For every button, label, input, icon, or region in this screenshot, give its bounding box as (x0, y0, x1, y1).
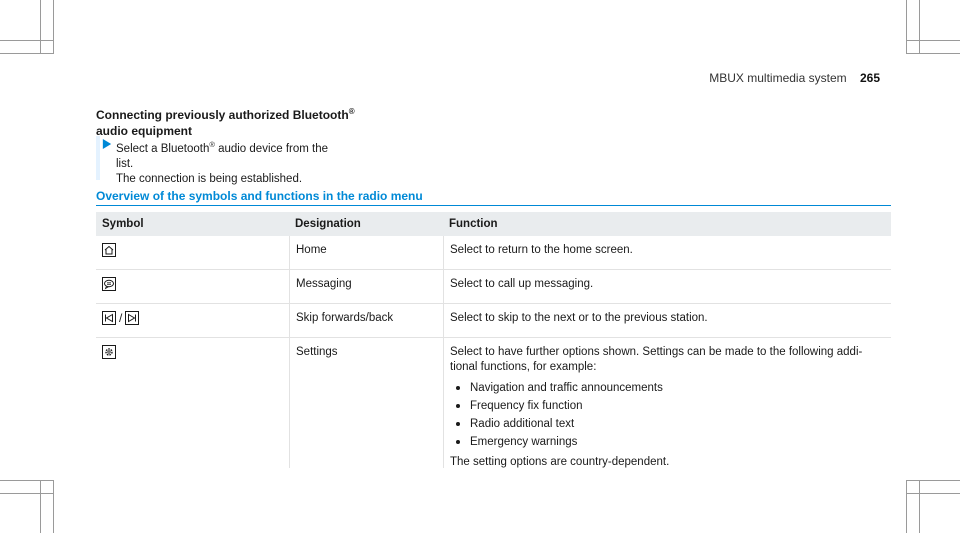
step-marker-bar (96, 136, 100, 180)
step-instruction (116, 137, 376, 187)
crop-mark (906, 493, 960, 494)
skip-back-forward-icon (102, 311, 139, 325)
symbol-cell (96, 270, 289, 303)
function-cell: Select to return to the home screen. (443, 236, 891, 269)
bullet-icon (456, 404, 460, 408)
overview-title: Overview of the symbols and functions in the radio menu (96, 189, 423, 203)
function-cell (443, 338, 891, 468)
section-title (96, 104, 355, 139)
function-cell: Select to call up messaging. (443, 270, 891, 303)
crop-mark (0, 53, 54, 54)
crop-mark (40, 480, 41, 533)
message-icon (102, 277, 116, 291)
bullet-icon (456, 422, 460, 426)
table-row (96, 270, 891, 304)
crop-mark (0, 493, 54, 494)
page-number: 265 (859, 71, 880, 85)
list-item (450, 397, 891, 415)
step-text-line2: list. (116, 157, 134, 170)
crop-mark (906, 40, 960, 41)
column-header-symbol: Symbol (102, 218, 144, 230)
list-item (450, 379, 891, 397)
symbol-cell (96, 304, 289, 337)
skip-forward-icon (125, 311, 139, 325)
step-arrow-icon (102, 138, 112, 150)
step-text-part1: Select a Bluetooth (116, 142, 210, 155)
home-icon (102, 243, 116, 257)
running-title: MBUX multimedia system (709, 71, 847, 85)
crop-mark (906, 480, 960, 481)
crop-mark (906, 0, 907, 54)
bullet-list (450, 379, 891, 451)
step-result: The connection is being established. (116, 172, 303, 185)
table-row (96, 236, 891, 270)
column-header-function: Function (449, 218, 498, 230)
table-row (96, 304, 891, 338)
crop-mark (906, 53, 960, 54)
page-header (709, 71, 880, 85)
list-item (450, 415, 891, 433)
step-text-part2: audio device from the (214, 142, 329, 155)
icon-separator: / (119, 310, 123, 325)
table-header (96, 212, 891, 236)
skip-back-icon (102, 311, 116, 325)
crop-mark (919, 480, 920, 533)
crop-mark (40, 0, 41, 54)
crop-mark (906, 480, 907, 533)
list-item (450, 433, 891, 451)
bullet-text: Navigation and traffic announcements (470, 381, 663, 394)
bullet-icon (456, 440, 460, 444)
bullet-icon (456, 386, 460, 390)
crop-mark (919, 0, 920, 54)
crop-mark (53, 0, 54, 54)
designation-cell: Settings (289, 338, 443, 468)
bullet-text: Radio additional text (470, 417, 575, 430)
designation-cell: Skip forwards/back (289, 304, 443, 337)
registered-mark: ® (348, 107, 355, 116)
crop-mark (0, 40, 54, 41)
table-row (96, 338, 891, 468)
crop-mark (0, 480, 54, 481)
function-note: The setting options are country-dependent. (450, 456, 670, 468)
symbol-cell (96, 236, 289, 269)
bullet-text: Emergency warnings (470, 435, 578, 448)
symbols-table (96, 212, 891, 468)
column-header-designation: Designation (295, 218, 361, 230)
settings-icon (102, 345, 116, 359)
bullet-text: Frequency fix function (470, 399, 583, 412)
designation-cell: Messaging (289, 270, 443, 303)
overview-divider (96, 205, 891, 206)
crop-mark (53, 480, 54, 533)
symbol-cell (96, 338, 289, 468)
function-cell: Select to skip to the next or to the previous station. (443, 304, 891, 337)
section-title-line2: audio equipment (96, 124, 192, 138)
registered-mark: ® (209, 140, 215, 149)
function-text-line2: tional functions, for example: (450, 361, 597, 373)
function-text-line1: Select to have further options shown. Settings can be made to the following addi- (450, 346, 863, 358)
section-title-line1: Connecting previously authorized Bluetooth (96, 108, 349, 122)
designation-cell: Home (289, 236, 443, 269)
